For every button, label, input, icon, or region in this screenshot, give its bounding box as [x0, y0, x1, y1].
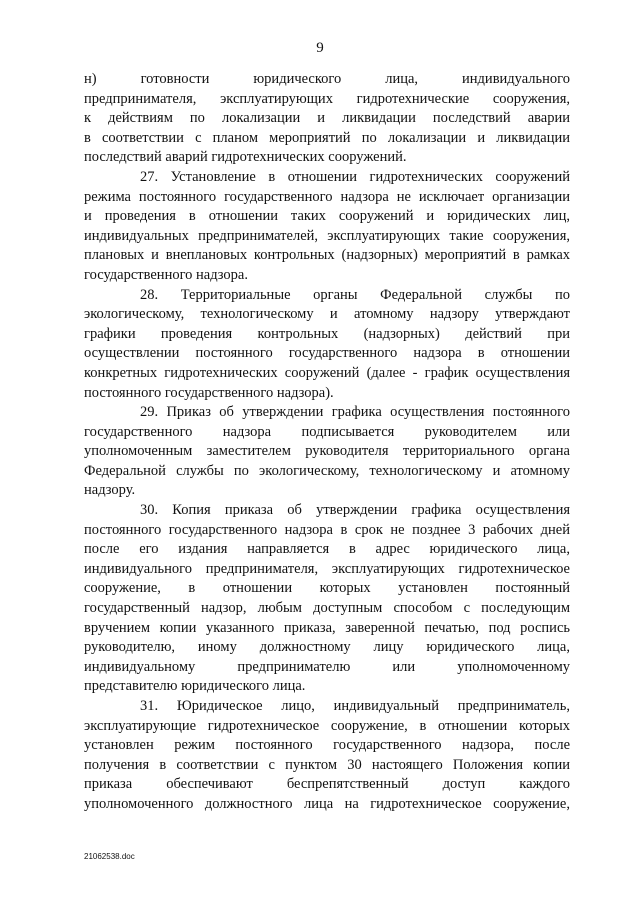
text-line: после его издания направляется в адрес юридического лица,	[84, 541, 570, 558]
text-line: последствий аварий гидротехнических сооружений.	[84, 149, 407, 166]
text-line: постоянного государственного надзора в срок не позднее 3 рабочих дней	[84, 521, 570, 538]
text-line: предпринимателя, эксплуатирующих гидротехнические сооружения,	[84, 90, 570, 107]
text-line: вручением копии указанного приказа, заверенной печатью, под роспись	[84, 619, 570, 636]
page-number: 9	[316, 40, 324, 56]
text-line: постоянного государственного надзора).	[84, 384, 334, 401]
text-line: индивидуальных предпринимателей, эксплуатирующих такие сооружения,	[84, 227, 570, 244]
text-line: плановых и внеплановых контрольных (надзорных) мероприятий в рамках	[84, 247, 570, 264]
text-line: 31. Юридическое лицо, индивидуальный предприниматель,	[140, 698, 570, 714]
paragraph-section-30	[84, 501, 570, 697]
text-line: экологическому, технологическому и атомному надзору утверждают	[84, 306, 570, 323]
paragraph-section-27	[84, 168, 570, 286]
text-line: сооружение, в отношении которых установлен постоянный	[84, 580, 570, 597]
text-line: 27. Установление в отношении гидротехнических сооружений	[140, 168, 570, 185]
text-line: режима постоянного государственного надзора не исключает организации	[84, 188, 570, 205]
document-body	[84, 70, 570, 815]
text-line: н) готовности юридического лица, индивидуального	[84, 71, 570, 87]
text-line: уполномоченного должностного лица на гидротехническое сооружение,	[84, 795, 570, 812]
text-line: представителю юридического лица.	[84, 678, 306, 695]
text-line: к действиям по локализации и ликвидации последствий аварии	[84, 110, 570, 127]
text-line: Федеральной службы по экологическому, технологическому и атомному	[84, 462, 570, 479]
footer-filename: 21062538.doc	[84, 852, 135, 861]
paragraph-section-31	[84, 697, 570, 815]
text-line: 28. Территориальные органы Федеральной службы по	[140, 286, 570, 303]
text-line: 29. Приказ об утверждении графика осуществления постоянного	[140, 404, 570, 421]
paragraph-item-n	[84, 70, 570, 168]
text-line: государственного надзора.	[84, 266, 248, 283]
text-line: 30. Копия приказа об утверждении графика осуществления	[140, 502, 570, 519]
text-line: индивидуальному предпринимателю или уполномоченному	[84, 658, 570, 675]
text-line: приказа обеспечивают беспрепятственный доступ каждого	[84, 776, 570, 793]
text-line: уполномоченным заместителем руководителя территориального органа	[84, 443, 570, 460]
paragraph-section-28	[84, 286, 570, 404]
text-line: эксплуатирующие гидротехническое сооружение, в отношении которых	[84, 717, 570, 734]
text-line: государственного надзора подписывается руководителем или	[84, 423, 570, 440]
text-line: руководителю, иному должностному лицу юридического лица,	[84, 639, 570, 656]
paragraph-section-29	[84, 403, 570, 501]
text-line: в соответствии с планом мероприятий по локализации и ликвидации	[84, 129, 570, 146]
text-line: государственный надзор, любым доступным способом с последующим	[84, 600, 570, 617]
text-line: установлен режим постоянного государственного надзора, после	[84, 737, 570, 754]
text-line: и проведения в отношении таких сооружений и юридических лиц,	[84, 208, 570, 225]
text-line: надзору.	[84, 482, 136, 499]
text-line: конкретных гидротехнических сооружений (далее - график осуществления	[84, 364, 570, 381]
text-line: получения в соответствии с пунктом 30 настоящего Положения копии	[84, 756, 570, 773]
text-line: индивидуального предпринимателя, эксплуатирующих гидротехническое	[84, 560, 570, 577]
text-line: графики проведения контрольных (надзорных) действий при	[84, 325, 570, 342]
text-line: осуществлении постоянного государственного надзора в отношении	[84, 345, 570, 362]
